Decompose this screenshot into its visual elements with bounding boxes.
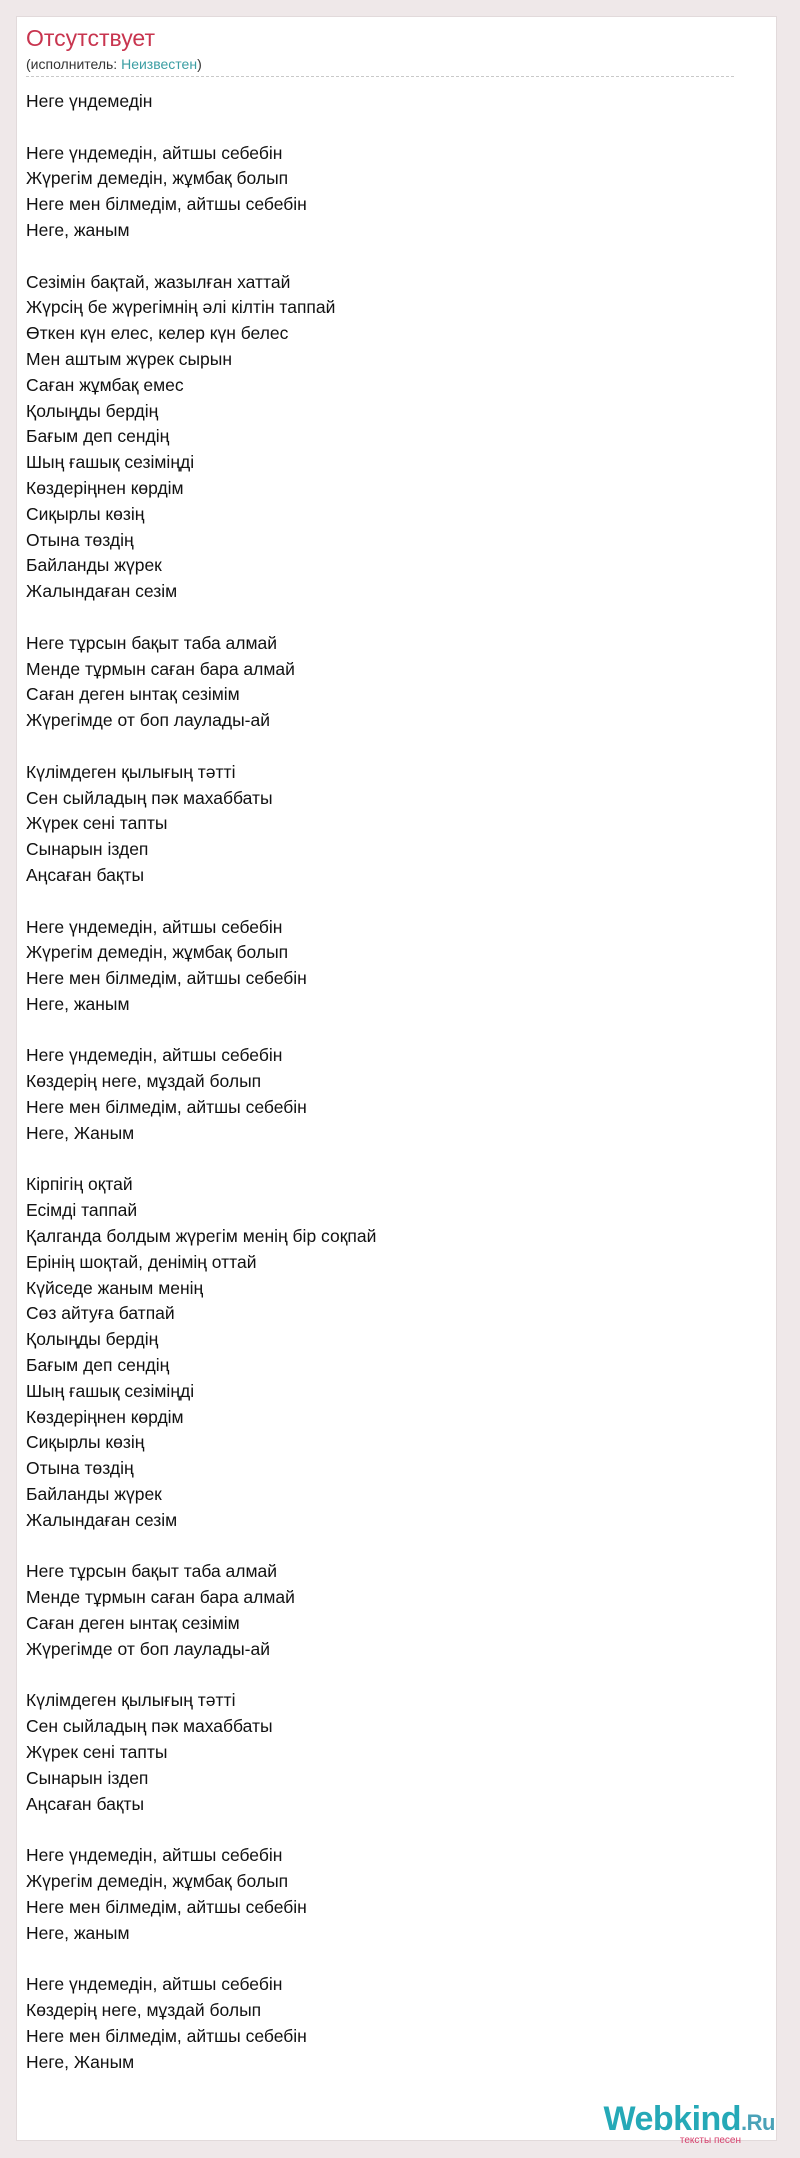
stanza-gap [26, 1534, 726, 1560]
lyric-line: Жалындаған сезім [26, 1509, 178, 1530]
lyric-line: Көздерің неге, мұздай болып [26, 1071, 262, 1092]
lyric-line: Жүрегімде от боп лаулады-ай [26, 1638, 270, 1659]
lyric-line: Неге тұрсын бақыт таба алмай [26, 632, 278, 653]
lyric-line: Жүрсің бе жүрегімнің әлі кілтін таппай [26, 297, 336, 318]
lyric-line: Байланды жүрек [26, 1484, 162, 1505]
lyric-line: Байланды жүрек [26, 555, 162, 576]
lyric-line: Жүрегім демедін, жұмбақ болып [26, 168, 289, 189]
lyric-line: Қалганда болдым жүрегім менің бір соқпай [26, 1226, 377, 1247]
lyric-line: Бағым деп сендің [26, 1355, 170, 1376]
stanza-gap [26, 734, 726, 760]
lyric-line: Неге үндемедін, айтшы себебін [26, 142, 283, 163]
lyric-line: Неге, Жаным [26, 1122, 135, 1143]
lyric-line: Сиқырлы көзің [26, 1432, 145, 1453]
lyric-line: Жүрек сені тапты [26, 1742, 168, 1762]
stanza-gap [26, 1946, 726, 1972]
lyric-line: Саған жұмбақ емес [26, 374, 184, 395]
lyric-line: Көздеріңнен көрдім [26, 1406, 184, 1427]
lyric-line: Ерінің шоқтай, денімің оттай [26, 1251, 257, 1272]
lyric-line: Есімді таппай [26, 1200, 138, 1221]
stanza-gap [26, 1018, 726, 1044]
artist-line [26, 57, 202, 71]
logo-main-text: Webkind [603, 2100, 742, 2138]
lyric-line: Жүрегім демедін, жұмбақ болып [26, 942, 289, 963]
lyric-line: Сынарын іздеп [26, 839, 149, 860]
logo-wordmark [604, 2102, 776, 2136]
lyric-line: Неге мен білмедім, айтшы себебін [26, 1896, 307, 1917]
lyric-line: Күлімдеген қылығың тәтті [26, 761, 236, 782]
lyric-line: Менде тұрмын саған бара алмай [26, 658, 295, 679]
lyric-line: Аңсаған бақты [26, 1793, 145, 1814]
lyric-line: Отына төздің [26, 529, 134, 550]
lyric-line: Неге мен білмедім, айтшы себебін [26, 194, 307, 215]
lyric-line: Аңсаған бақты [26, 864, 145, 885]
lyric-line: Неге мен білмедім, айтшы себебін [26, 1097, 307, 1118]
stanza-gap [26, 1817, 726, 1843]
lyric-line: Шың ғашық сезіміңді [26, 452, 195, 473]
lyric-line: Жүрек сені тапты [26, 813, 168, 834]
lyric-line: Саған деген ынтақ сезімім [26, 1613, 240, 1634]
lyric-line: Неге үндемедін, айтшы себебін [26, 1045, 283, 1066]
lyric-line: Неге үндемедін, айтшы себебін [26, 1974, 283, 1995]
lyric-line: Сен сыйладың пәк махаббаты [26, 787, 273, 808]
stanza-gap [26, 1147, 726, 1173]
lyric-line: Неге, Жаным [26, 2051, 135, 2072]
song-title: Отсутствует [26, 25, 155, 51]
lyric-line: Отына төздің [26, 1458, 134, 1479]
lyric-line: Жүрегімде от боп лаулады-ай [26, 710, 270, 731]
lyric-line: Менде тұрмын саған бара алмай [26, 1587, 295, 1608]
lyric-line: Мен аштым жүрек сырын [26, 348, 233, 369]
stanza-gap [26, 244, 726, 270]
lyric-line: Күлімдеген қылығың тәтті [26, 1690, 236, 1711]
lyric-line: Неге, жаным [26, 993, 130, 1014]
stanza-gap [26, 1663, 726, 1689]
site-logo[interactable] [604, 2102, 776, 2146]
lyric-line: Неге, жаным [26, 219, 130, 240]
stanza-gap [26, 889, 726, 915]
lyric-line: Неге үндемедін, айтшы себебін [26, 1845, 283, 1866]
logo-tld: .Ru [741, 2110, 775, 2135]
lyric-line: Неге, жаным [26, 1922, 130, 1943]
lyric-line: Сезімін бақтай, жазылған хаттай [26, 271, 291, 292]
artist-prefix: (исполнитель: [26, 56, 122, 72]
lyric-line: Неге тұрсын бақыт таба алмай [26, 1561, 278, 1582]
lyric-line: Сөз айтуға батпай [26, 1303, 175, 1324]
lyric-line: Неге үндемедін [26, 91, 153, 111]
lyric-line: Жүрегім демедін, жұмбақ болып [26, 1870, 289, 1891]
lyric-line: Шың ғашық сезіміңді [26, 1380, 195, 1401]
lyric-line: Саған деген ынтақ сезімім [26, 684, 240, 705]
stanza-gap [26, 605, 726, 631]
lyric-line: Қолыңды бердің [26, 400, 159, 421]
stanza-gap [26, 115, 726, 141]
lyric-line: Көздерің неге, мұздай болып [26, 1999, 262, 2020]
lyric-line: Қолыңды бердің [26, 1329, 159, 1350]
header-divider [26, 76, 734, 77]
lyric-line: Өткен күн елес, келер күн белес [26, 323, 289, 344]
lyric-line: Бағым деп сендің [26, 426, 170, 447]
lyric-line: Күйседе жаным менің [26, 1277, 204, 1298]
lyric-line: Сиқырлы көзің [26, 503, 145, 524]
logo-tagline: тексты песен [679, 2135, 741, 2146]
artist-suffix: ) [197, 56, 202, 72]
lyric-line: Сынарын іздеп [26, 1767, 149, 1788]
lyric-line: Жалындаған сезім [26, 581, 178, 602]
lyric-line: Неге мен білмедім, айтшы себебін [26, 2025, 307, 2046]
lyric-line: Кірпігің оқтай [26, 1174, 133, 1195]
lyric-line: Көздеріңнен көрдім [26, 477, 184, 498]
lyric-line: Неге үндемедін, айтшы себебін [26, 916, 283, 937]
lyric-line: Сен сыйладың пәк махаббаты [26, 1716, 273, 1737]
lyric-line: Неге мен білмедім, айтшы себебін [26, 968, 307, 989]
lyrics-body [26, 89, 726, 2075]
artist-link[interactable]: Неизвестен [121, 56, 198, 72]
